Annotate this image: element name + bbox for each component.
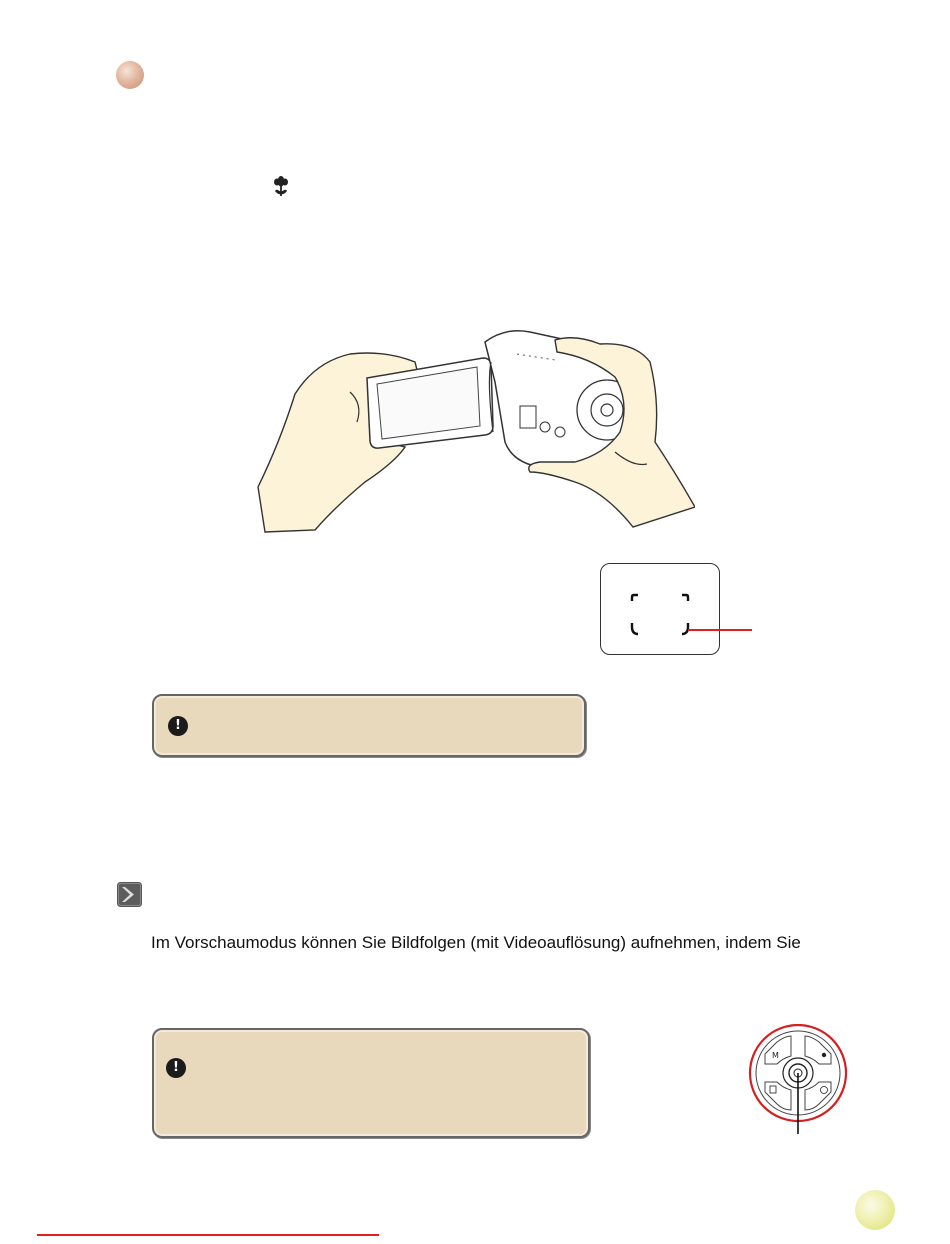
section-bullet-icon — [116, 61, 144, 89]
macro-flower-icon — [272, 175, 290, 199]
note-box — [152, 1028, 590, 1138]
body-paragraph: Im Vorschaumodus können Sie Bildfolgen (mit Videoauflösung) aufnehmen, indem Sie — [151, 933, 801, 952]
note-box — [152, 694, 586, 757]
camcorder-illustration — [255, 322, 695, 534]
svg-text:M: M — [772, 1051, 779, 1060]
control-dial-illustration — [745, 1024, 851, 1136]
warning-icon: ! — [166, 1058, 186, 1078]
footer-rule — [37, 1234, 379, 1236]
warning-icon: ! — [168, 716, 188, 736]
page-marker-icon — [855, 1190, 895, 1230]
focus-brackets — [600, 563, 760, 655]
section-marker-icon — [117, 882, 142, 907]
